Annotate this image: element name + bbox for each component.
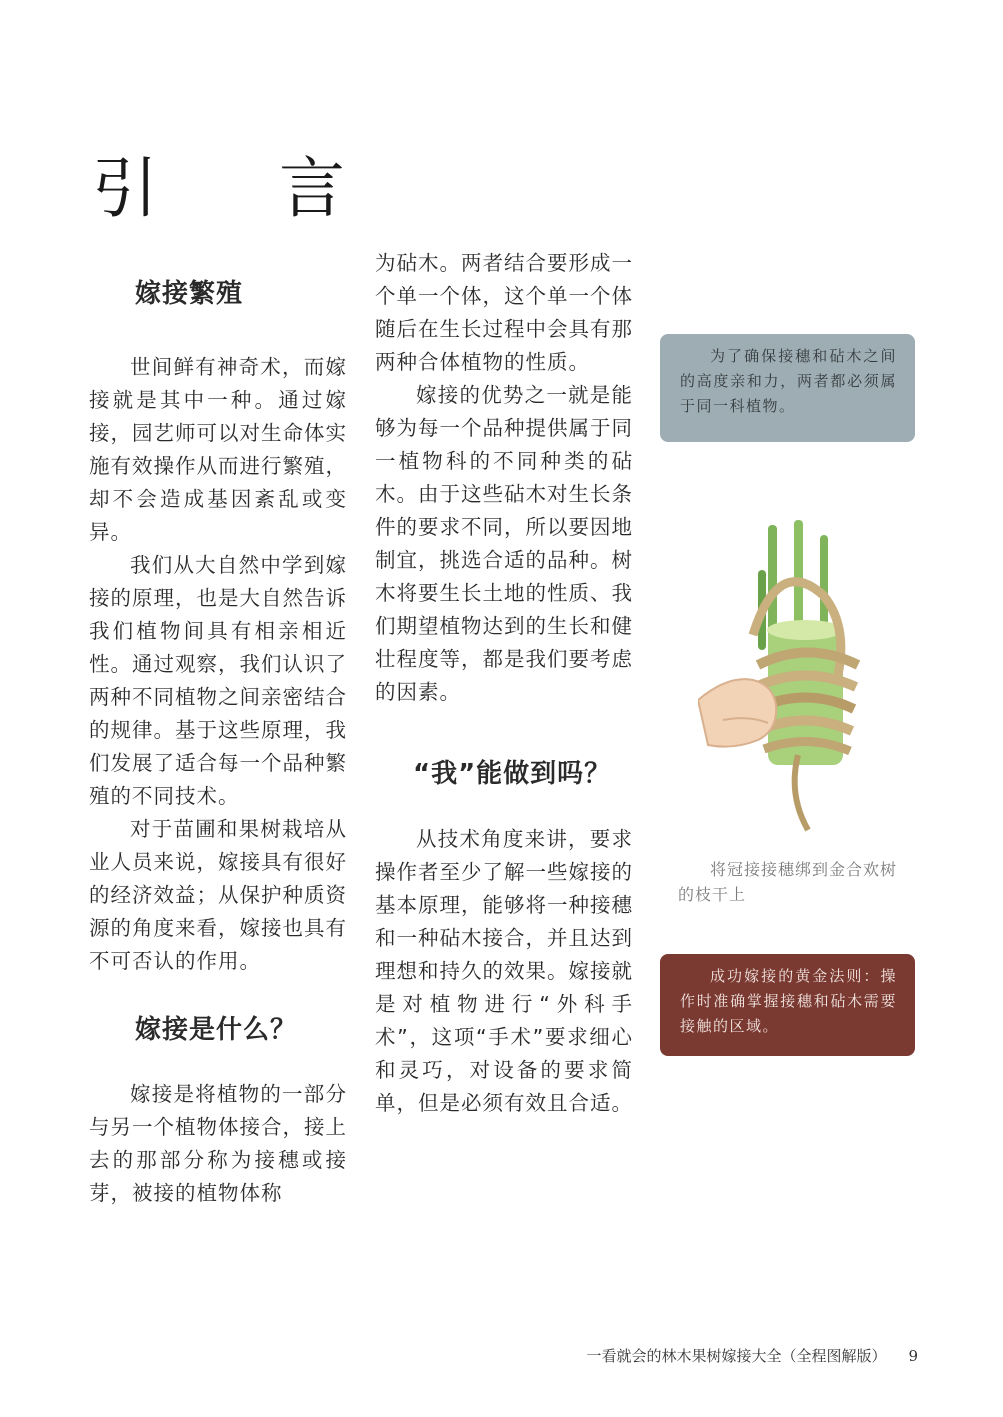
paragraph: 我们从大自然中学到嫁接的原理，也是大自然告诉我们植物间具有相亲相近性。通过观察，我们认识了两种不同植物之间亲密结合的规律。基于这些原理，我们发展了适合每一个品种繁殖的不同技术。	[89, 553, 347, 808]
paragraph: 嫁接是将植物的一部分与另一个植物体接合，接上去的那部分称为接穗或接芽，被接的植物体称	[89, 1082, 347, 1205]
page-number: 9	[908, 1347, 918, 1365]
tip-box	[660, 334, 915, 442]
paragraph: 从技术角度来讲，要求操作者至少了解一些嫁接的基本原理，能够将一种接穗和一种砧木接合，并且达到理想和持久的效果。嫁接就是对植物进行“外科手术”，这项“手术”要求细心和灵巧，对设备的要求简单，但是必须有效且合适。	[375, 827, 633, 1115]
paragraph: 嫁接的优势之一就是能够为每一个品种提供属于同一植物科的不同种类的砧木。由于这些砧木对生长条件的要求不同，所以要因地制宜，挑选合适的品种。树木将要生长土地的性质、我们期望植物达到的生长和健壮程度等，都是我们要考虑的因素。	[375, 383, 633, 704]
golden-rule-box	[660, 954, 915, 1056]
text-column-left	[89, 277, 347, 1210]
tip-text: 为了确保接穗和砧木之间的高度亲和力，两者都必须属于同一科植物。	[680, 347, 897, 415]
page-footer	[500, 1345, 918, 1366]
page-title: 引 言	[92, 150, 395, 227]
illustration-caption: 将冠接接穗绑到金合欢树的枝干上	[678, 860, 898, 904]
paragraph: 对于苗圃和果树栽培从业人员来说，嫁接具有很好的经济效益；从保护种质资源的角度来看，嫁接也具有不可否认的作用。	[89, 817, 347, 973]
text-column-middle	[375, 247, 633, 1120]
grafting-illustration	[698, 515, 873, 835]
book-title: 一看就会的林木果树嫁接大全（全程图解版）	[586, 1347, 887, 1365]
section-heading-what-is-grafting: 嫁接是什么？	[135, 1015, 298, 1045]
golden-rule-text: 成功嫁接的黄金法则：操作时准确掌握接穗和砧木需要接触的区域。	[680, 967, 897, 1035]
paragraph-continued: 为砧木。两者结合要形成一个单一个体，这个单一个体随后在生长过程中会具有那两种合体植物的性质。	[375, 251, 633, 374]
paragraph: 世间鲜有神奇术，而嫁接就是其中一种。通过嫁接，园艺师可以对生命体实施有效操作从而进行繁殖，却不会造成基因紊乱或变异。	[89, 355, 347, 544]
section-heading-grafting-propagation: 嫁接繁殖	[135, 279, 244, 309]
section-heading-can-i-do-it: “我”能做到吗？	[413, 759, 612, 789]
